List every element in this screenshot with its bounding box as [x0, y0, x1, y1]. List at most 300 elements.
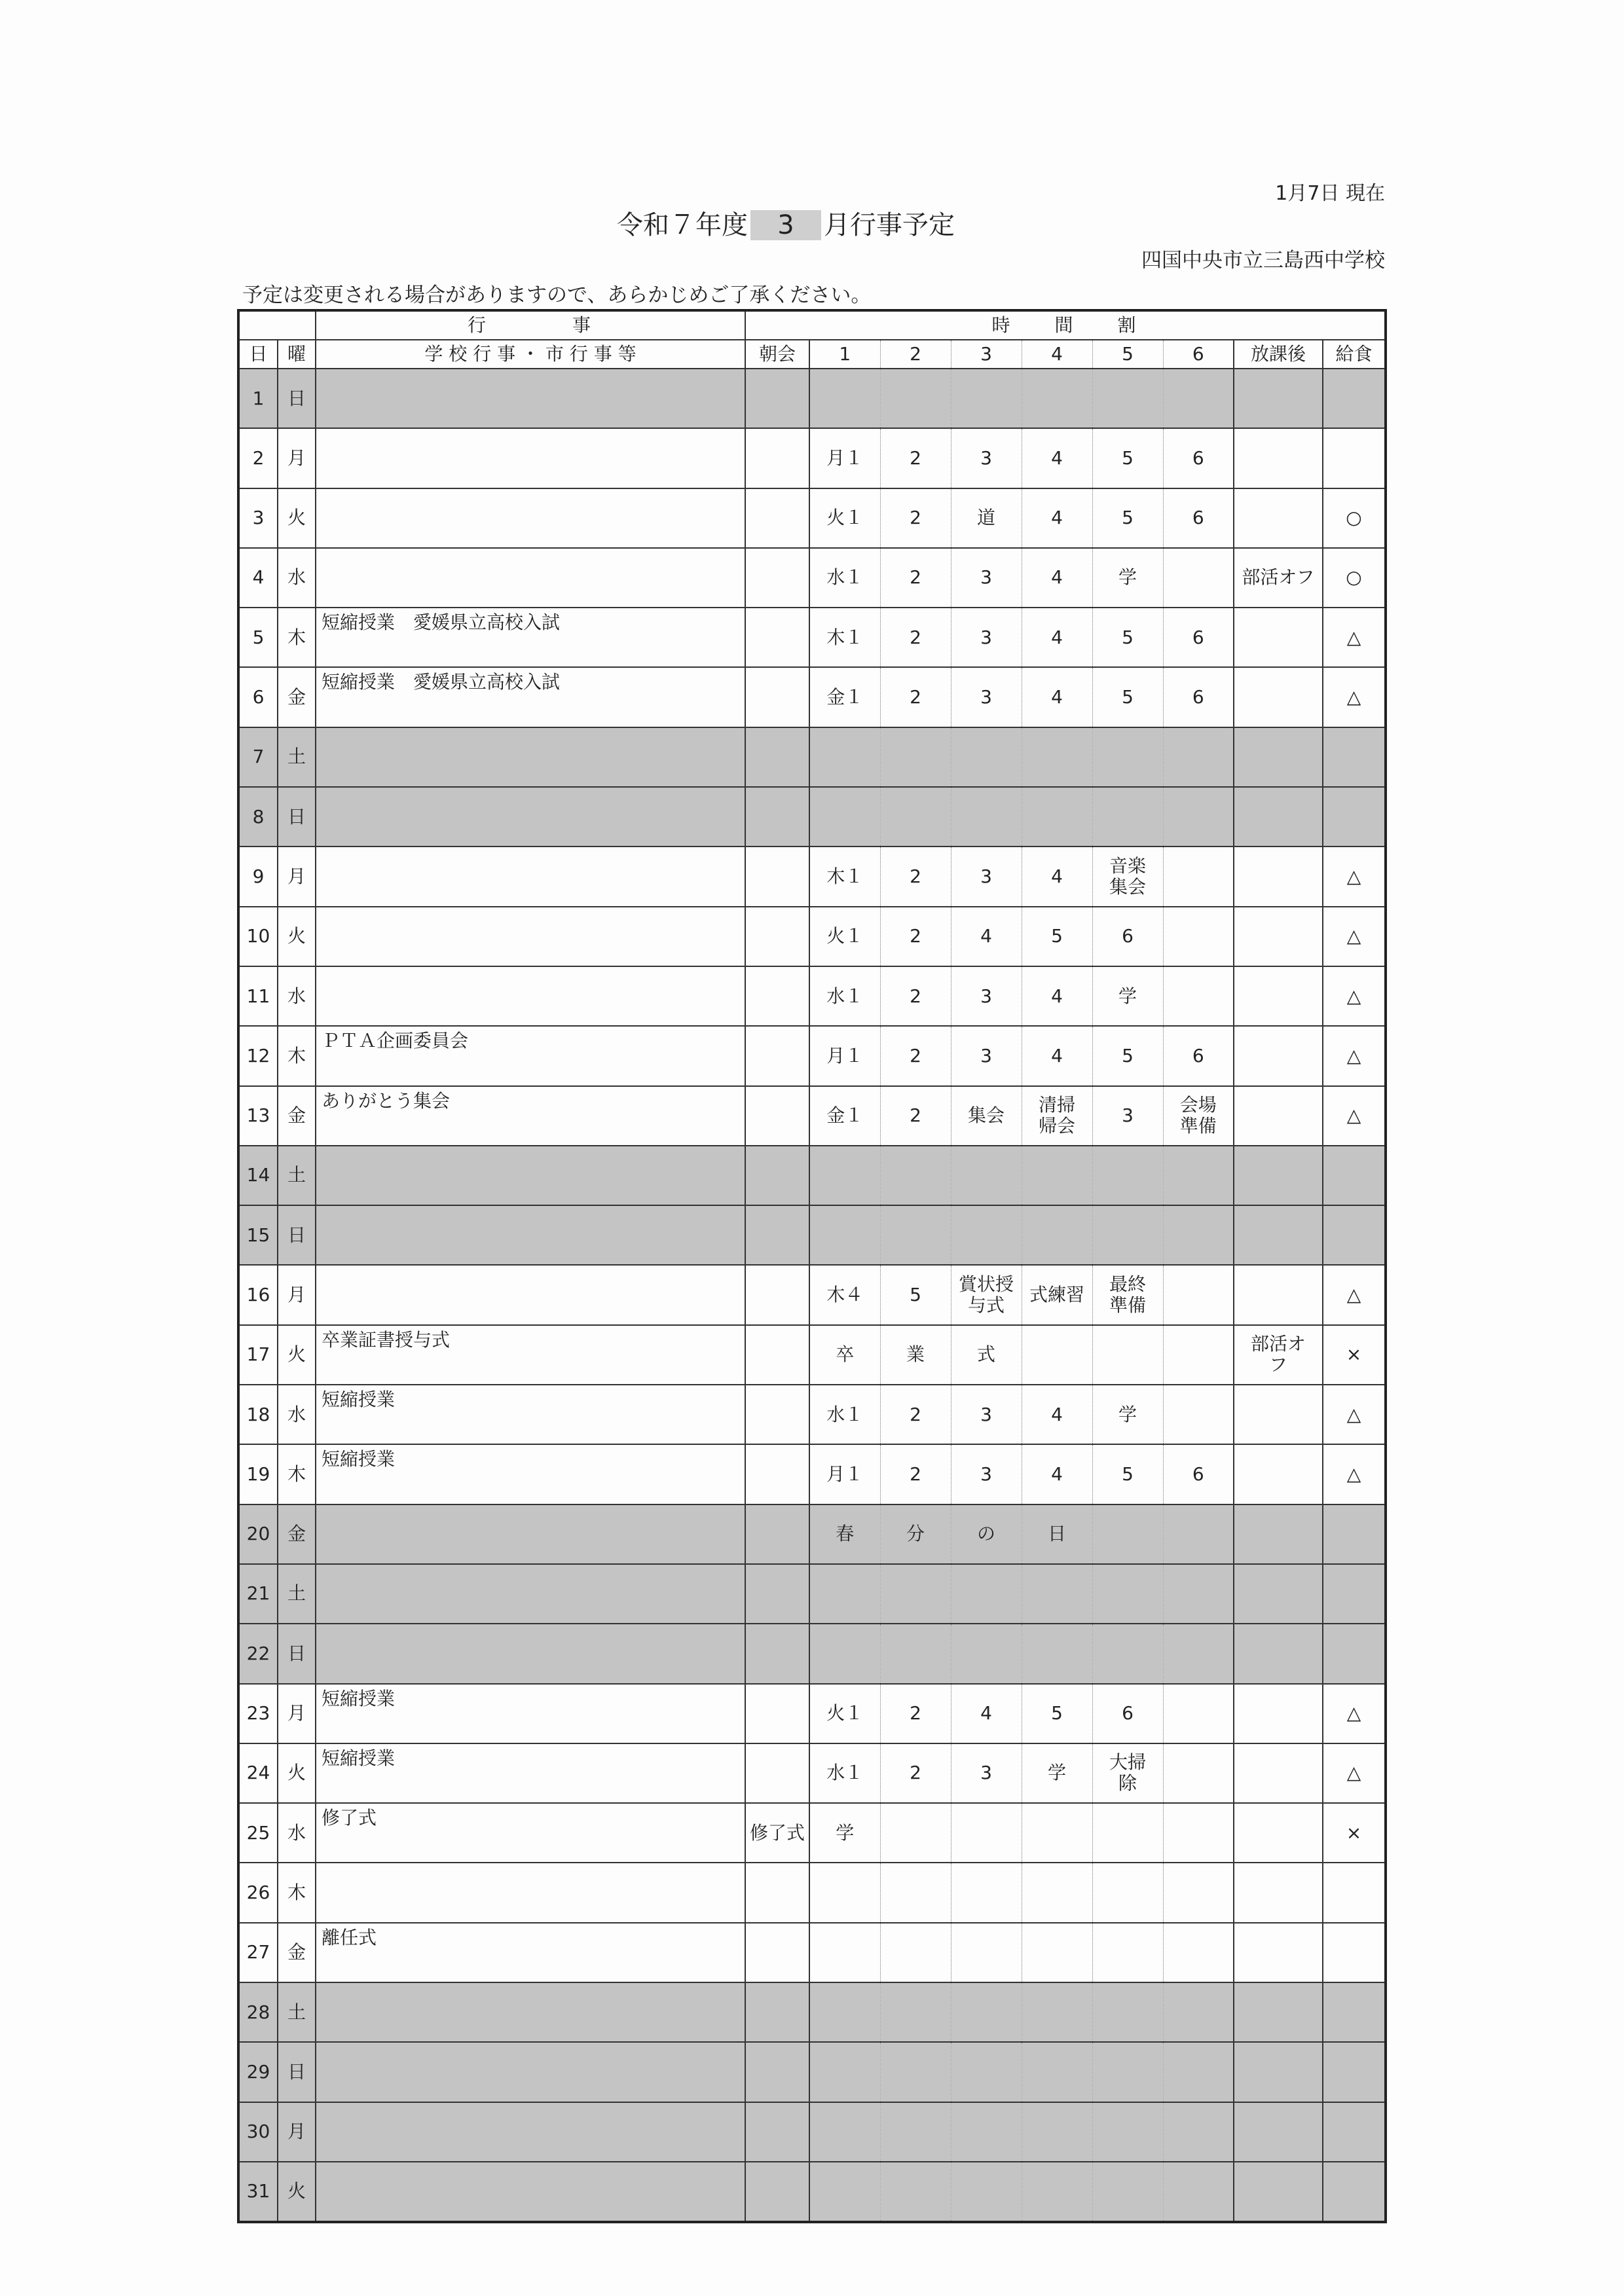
- weekday-cell: 日: [278, 1624, 316, 1683]
- lunch-cell: ×: [1323, 1803, 1386, 1863]
- day-cell: 11: [238, 966, 278, 1026]
- day-cell: 28: [238, 1982, 278, 2042]
- period5-cell: [1092, 2162, 1163, 2222]
- morning-cell: [745, 1146, 809, 1205]
- event-cell: [316, 966, 745, 1026]
- day-cell: 25: [238, 1803, 278, 1863]
- weekday-cell: 金: [278, 1086, 316, 1146]
- morning-cell: [745, 1624, 809, 1683]
- period5-cell: 5: [1092, 1444, 1163, 1504]
- period1-cell: 火１: [809, 488, 880, 548]
- period2-cell: 業: [880, 1325, 951, 1385]
- table-row: [238, 1444, 1386, 1504]
- period4-cell: [1022, 1803, 1092, 1863]
- period3-cell: [951, 1564, 1022, 1624]
- period1-cell: 卒: [809, 1325, 880, 1385]
- period3-cell: 3: [951, 1743, 1022, 1803]
- event-cell: [316, 1265, 745, 1324]
- period1-cell: 月１: [809, 1026, 880, 1085]
- period3-cell: 3: [951, 667, 1022, 727]
- period3-cell: 3: [951, 966, 1022, 1026]
- period1-cell: 月１: [809, 1444, 880, 1504]
- after-school-cell: [1234, 727, 1323, 787]
- lunch-cell: [1323, 2102, 1386, 2162]
- table-row: [238, 548, 1386, 608]
- table-row: [238, 1624, 1386, 1683]
- period5-cell: 5: [1092, 608, 1163, 667]
- weekday-cell: 金: [278, 1504, 316, 1564]
- day-cell: 10: [238, 907, 278, 966]
- after-school-cell: [1234, 1205, 1323, 1265]
- weekday-cell: 水: [278, 1385, 316, 1444]
- period2-cell: 2: [880, 1086, 951, 1146]
- period3-cell: [951, 2162, 1022, 2222]
- event-cell: [316, 548, 745, 608]
- table-row: [238, 1146, 1386, 1205]
- period6-cell: 会場 準備: [1163, 1086, 1234, 1146]
- after-school-cell: [1234, 847, 1323, 906]
- day-cell: 2: [238, 428, 278, 488]
- lunch-cell: △: [1323, 1385, 1386, 1444]
- period1-cell: 木１: [809, 608, 880, 667]
- event-cell: [316, 2162, 745, 2222]
- day-cell: 6: [238, 667, 278, 727]
- table-row: [238, 1325, 1386, 1385]
- morning-cell: [745, 966, 809, 1026]
- period4-cell: 4: [1022, 608, 1092, 667]
- lunch-cell: [1323, 2042, 1386, 2102]
- after-school-cell: [1234, 1923, 1323, 1982]
- schedule-table: [237, 309, 1387, 2223]
- event-cell: 短縮授業 愛媛県立高校入試: [316, 667, 745, 727]
- timetable-group-header: 時 間 割: [745, 310, 1386, 340]
- period1-cell: 水１: [809, 548, 880, 608]
- period3-cell: [951, 1205, 1022, 1265]
- events-group-header: 行 事: [316, 310, 745, 340]
- morning-cell: [745, 1684, 809, 1743]
- lunch-cell: [1323, 1205, 1386, 1265]
- table-row: [238, 966, 1386, 1026]
- table-row: [238, 847, 1386, 906]
- period3-cell: 3: [951, 428, 1022, 488]
- table-row: [238, 488, 1386, 548]
- period1-cell: 水１: [809, 966, 880, 1026]
- period2-cell: 2: [880, 488, 951, 548]
- event-cell: 短縮授業: [316, 1684, 745, 1743]
- period6-cell: [1163, 2042, 1234, 2102]
- day-cell: 20: [238, 1504, 278, 1564]
- period3-cell: [951, 1863, 1022, 1922]
- after-school-cell: [1234, 1026, 1323, 1085]
- table-row: [238, 2162, 1386, 2222]
- morning-cell: [745, 1863, 809, 1922]
- period3-cell: [951, 1982, 1022, 2042]
- period2-cell: [880, 1624, 951, 1683]
- period1-cell: [809, 369, 880, 428]
- after-school-cell: [1234, 428, 1323, 488]
- morning-cell: [745, 1325, 809, 1385]
- weekday-cell: 月: [278, 2102, 316, 2162]
- weekday-cell: 火: [278, 2162, 316, 2222]
- day-cell: 23: [238, 1684, 278, 1743]
- period5-cell: 学: [1092, 966, 1163, 1026]
- day-cell: 29: [238, 2042, 278, 2102]
- period3-cell: [951, 2042, 1022, 2102]
- col-period3-header: 3: [951, 340, 1022, 369]
- event-cell: [316, 1863, 745, 1922]
- period1-cell: [809, 1982, 880, 2042]
- period4-cell: [1022, 787, 1092, 847]
- after-school-cell: [1234, 608, 1323, 667]
- period5-cell: [1092, 1923, 1163, 1982]
- period1-cell: 金１: [809, 667, 880, 727]
- period2-cell: [880, 369, 951, 428]
- period6-cell: [1163, 1863, 1234, 1922]
- period2-cell: [880, 2162, 951, 2222]
- period5-cell: 6: [1092, 907, 1163, 966]
- period3-cell: [951, 369, 1022, 428]
- period2-cell: 2: [880, 847, 951, 906]
- period6-cell: 6: [1163, 1444, 1234, 1504]
- period5-cell: 音楽 集会: [1092, 847, 1163, 906]
- morning-cell: [745, 1504, 809, 1564]
- event-cell: 短縮授業: [316, 1444, 745, 1504]
- day-cell: 17: [238, 1325, 278, 1385]
- lunch-cell: [1323, 1863, 1386, 1922]
- weekday-cell: 木: [278, 1444, 316, 1504]
- lunch-cell: [1323, 727, 1386, 787]
- title-month: 3: [750, 210, 821, 240]
- period1-cell: 月１: [809, 428, 880, 488]
- period3-cell: [951, 2102, 1022, 2162]
- period1-cell: 金１: [809, 1086, 880, 1146]
- period4-cell: [1022, 2102, 1092, 2162]
- period1-cell: [809, 2162, 880, 2222]
- period5-cell: [1092, 727, 1163, 787]
- period2-cell: 2: [880, 1684, 951, 1743]
- lunch-cell: [1323, 787, 1386, 847]
- after-school-cell: [1234, 1265, 1323, 1324]
- weekday-cell: 月: [278, 1265, 316, 1324]
- period3-cell: 道: [951, 488, 1022, 548]
- lunch-cell: △: [1323, 966, 1386, 1026]
- period1-cell: [809, 1564, 880, 1624]
- lunch-cell: △: [1323, 1444, 1386, 1504]
- period1-cell: 木４: [809, 1265, 880, 1324]
- col-period2-header: 2: [880, 340, 951, 369]
- table-row: [238, 1265, 1386, 1324]
- after-school-cell: [1234, 2102, 1323, 2162]
- event-cell: [316, 2102, 745, 2162]
- weekday-cell: 土: [278, 1564, 316, 1624]
- weekday-cell: 日: [278, 2042, 316, 2102]
- table-row: [238, 369, 1386, 428]
- period4-cell: 4: [1022, 1444, 1092, 1504]
- day-cell: 7: [238, 727, 278, 787]
- period1-cell: [809, 1923, 880, 1982]
- event-cell: 短縮授業: [316, 1385, 745, 1444]
- period4-cell: [1022, 1146, 1092, 1205]
- period2-cell: 2: [880, 1444, 951, 1504]
- period1-cell: [809, 727, 880, 787]
- table-row: [238, 2102, 1386, 2162]
- after-school-cell: 部活オフ: [1234, 548, 1323, 608]
- event-cell: [316, 907, 745, 966]
- period3-cell: [951, 727, 1022, 787]
- event-cell: [316, 787, 745, 847]
- after-school-cell: [1234, 966, 1323, 1026]
- table-row: [238, 428, 1386, 488]
- period4-cell: [1022, 1982, 1092, 2042]
- day-cell: 22: [238, 1624, 278, 1683]
- period5-cell: 5: [1092, 1026, 1163, 1085]
- period1-cell: 木１: [809, 847, 880, 906]
- period6-cell: [1163, 1743, 1234, 1803]
- day-cell: 4: [238, 548, 278, 608]
- day-cell: 21: [238, 1564, 278, 1624]
- morning-cell: [745, 1564, 809, 1624]
- period3-cell: [951, 1923, 1022, 1982]
- morning-cell: [745, 428, 809, 488]
- period2-cell: [880, 1205, 951, 1265]
- table-row: [238, 1803, 1386, 1863]
- weekday-cell: 金: [278, 667, 316, 727]
- weekday-cell: 土: [278, 1982, 316, 2042]
- period4-cell: [1022, 2042, 1092, 2102]
- day-cell: 26: [238, 1863, 278, 1922]
- col-events-header: 学 校 行 事 ・ 市 行 事 等: [316, 340, 745, 369]
- period2-cell: 2: [880, 907, 951, 966]
- period2-cell: 2: [880, 548, 951, 608]
- morning-cell: [745, 787, 809, 847]
- table-row: [238, 2042, 1386, 2102]
- period2-cell: [880, 1982, 951, 2042]
- weekday-cell: 水: [278, 966, 316, 1026]
- period6-cell: [1163, 966, 1234, 1026]
- table-row: [238, 727, 1386, 787]
- lunch-cell: [1323, 1624, 1386, 1683]
- event-cell: 卒業証書授与式: [316, 1325, 745, 1385]
- lunch-cell: △: [1323, 667, 1386, 727]
- table-row: [238, 1982, 1386, 2042]
- day-cell: 13: [238, 1086, 278, 1146]
- period1-cell: [809, 1624, 880, 1683]
- weekday-cell: 土: [278, 727, 316, 787]
- period5-cell: [1092, 1564, 1163, 1624]
- day-cell: 12: [238, 1026, 278, 1085]
- period3-cell: [951, 787, 1022, 847]
- period1-cell: [809, 2102, 880, 2162]
- morning-cell: [745, 1743, 809, 1803]
- event-cell: 修了式: [316, 1803, 745, 1863]
- period1-cell: 学: [809, 1803, 880, 1863]
- period4-cell: 学: [1022, 1743, 1092, 1803]
- after-school-cell: [1234, 1863, 1323, 1922]
- after-school-cell: [1234, 1743, 1323, 1803]
- weekday-cell: 土: [278, 1146, 316, 1205]
- school-name: 四国中央市立三島西中学校: [1141, 249, 1385, 272]
- day-cell: 19: [238, 1444, 278, 1504]
- after-school-cell: [1234, 2162, 1323, 2222]
- col-after-school-header: 放課後: [1234, 340, 1323, 369]
- table-row: [238, 1504, 1386, 1564]
- period4-cell: 4: [1022, 548, 1092, 608]
- event-cell: [316, 1205, 745, 1265]
- period5-cell: 5: [1092, 667, 1163, 727]
- event-cell: [316, 1504, 745, 1564]
- after-school-cell: [1234, 1086, 1323, 1146]
- col-weekday-header: 曜: [278, 340, 316, 369]
- morning-cell: [745, 1265, 809, 1324]
- morning-cell: [745, 2162, 809, 2222]
- period5-cell: 学: [1092, 1385, 1163, 1444]
- lunch-cell: [1323, 1146, 1386, 1205]
- after-school-cell: [1234, 488, 1323, 548]
- table-row: [238, 1743, 1386, 1803]
- header-blank: [238, 310, 316, 340]
- period5-cell: [1092, 1205, 1163, 1265]
- event-cell: [316, 1146, 745, 1205]
- weekday-cell: 木: [278, 1863, 316, 1922]
- period5-cell: 学: [1092, 548, 1163, 608]
- event-cell: ありがとう集会: [316, 1086, 745, 1146]
- period3-cell: 3: [951, 548, 1022, 608]
- lunch-cell: △: [1323, 847, 1386, 906]
- lunch-cell: ×: [1323, 1325, 1386, 1385]
- period4-cell: [1022, 1205, 1092, 1265]
- as-of-date: 1月7日 現在: [1275, 182, 1385, 205]
- period4-cell: [1022, 727, 1092, 787]
- table-row: [238, 1863, 1386, 1922]
- lunch-cell: [1323, 1504, 1386, 1564]
- weekday-cell: 火: [278, 907, 316, 966]
- after-school-cell: [1234, 1803, 1323, 1863]
- period2-cell: [880, 2102, 951, 2162]
- weekday-cell: 火: [278, 488, 316, 548]
- period2-cell: 5: [880, 1265, 951, 1324]
- event-cell: 短縮授業: [316, 1743, 745, 1803]
- period6-cell: [1163, 1982, 1234, 2042]
- period4-cell: 日: [1022, 1504, 1092, 1564]
- after-school-cell: [1234, 1385, 1323, 1444]
- period6-cell: [1163, 2162, 1234, 2222]
- period6-cell: 6: [1163, 608, 1234, 667]
- after-school-cell: [1234, 2042, 1323, 2102]
- col-period6-header: 6: [1163, 340, 1234, 369]
- day-cell: 27: [238, 1923, 278, 1982]
- period1-cell: 火１: [809, 1684, 880, 1743]
- period5-cell: [1092, 2042, 1163, 2102]
- period4-cell: 4: [1022, 488, 1092, 548]
- period6-cell: [1163, 787, 1234, 847]
- period4-cell: [1022, 1624, 1092, 1683]
- period4-cell: [1022, 1923, 1092, 1982]
- morning-cell: [745, 2102, 809, 2162]
- period4-cell: 5: [1022, 907, 1092, 966]
- col-lunch-header: 給食: [1323, 340, 1386, 369]
- period5-cell: 6: [1092, 1684, 1163, 1743]
- lunch-cell: [1323, 1564, 1386, 1624]
- period5-cell: 最終 準備: [1092, 1265, 1163, 1324]
- period5-cell: [1092, 1863, 1163, 1922]
- period4-cell: [1022, 369, 1092, 428]
- period1-cell: [809, 1863, 880, 1922]
- morning-cell: [745, 667, 809, 727]
- table-row: [238, 1564, 1386, 1624]
- weekday-cell: 水: [278, 548, 316, 608]
- event-cell: ＰＴＡ企画委員会: [316, 1026, 745, 1085]
- lunch-cell: △: [1323, 1086, 1386, 1146]
- period4-cell: 4: [1022, 428, 1092, 488]
- period6-cell: [1163, 548, 1234, 608]
- table-row: [238, 1385, 1386, 1444]
- period5-cell: [1092, 1325, 1163, 1385]
- period4-cell: [1022, 1863, 1092, 1922]
- period3-cell: 3: [951, 1444, 1022, 1504]
- event-cell: [316, 847, 745, 906]
- period1-cell: [809, 2042, 880, 2102]
- period3-cell: 集会: [951, 1086, 1022, 1146]
- period3-cell: の: [951, 1504, 1022, 1564]
- period3-cell: 3: [951, 847, 1022, 906]
- period2-cell: 分: [880, 1504, 951, 1564]
- morning-cell: [745, 1982, 809, 2042]
- after-school-cell: [1234, 1504, 1323, 1564]
- period4-cell: [1022, 1325, 1092, 1385]
- after-school-cell: [1234, 1146, 1323, 1205]
- period5-cell: [1092, 787, 1163, 847]
- col-period4-header: 4: [1022, 340, 1092, 369]
- after-school-cell: [1234, 1982, 1323, 2042]
- period4-cell: 4: [1022, 667, 1092, 727]
- lunch-cell: [1323, 428, 1386, 488]
- period6-cell: 6: [1163, 428, 1234, 488]
- morning-cell: 修了式: [745, 1803, 809, 1863]
- period6-cell: [1163, 727, 1234, 787]
- period2-cell: [880, 1146, 951, 1205]
- header-row-columns: [238, 340, 1386, 369]
- lunch-cell: △: [1323, 907, 1386, 966]
- period2-cell: [880, 1564, 951, 1624]
- lunch-cell: △: [1323, 1265, 1386, 1324]
- period5-cell: [1092, 1146, 1163, 1205]
- event-cell: [316, 369, 745, 428]
- period5-cell: 3: [1092, 1086, 1163, 1146]
- period1-cell: [809, 787, 880, 847]
- header-row-group: [238, 310, 1386, 340]
- period5-cell: 大掃 除: [1092, 1743, 1163, 1803]
- period2-cell: 2: [880, 608, 951, 667]
- period4-cell: 4: [1022, 847, 1092, 906]
- col-morning-header: 朝会: [745, 340, 809, 369]
- period4-cell: [1022, 2162, 1092, 2222]
- after-school-cell: [1234, 1444, 1323, 1504]
- col-period5-header: 5: [1092, 340, 1163, 369]
- event-cell: 離任式: [316, 1923, 745, 1982]
- event-cell: [316, 1982, 745, 2042]
- period4-cell: 4: [1022, 1385, 1092, 1444]
- period2-cell: 2: [880, 966, 951, 1026]
- morning-cell: [745, 2042, 809, 2102]
- morning-cell: [745, 1086, 809, 1146]
- period6-cell: [1163, 1146, 1234, 1205]
- period5-cell: [1092, 1624, 1163, 1683]
- weekday-cell: 木: [278, 608, 316, 667]
- lunch-cell: [1323, 1923, 1386, 1982]
- period3-cell: [951, 1146, 1022, 1205]
- weekday-cell: 日: [278, 1205, 316, 1265]
- period3-cell: [951, 1624, 1022, 1683]
